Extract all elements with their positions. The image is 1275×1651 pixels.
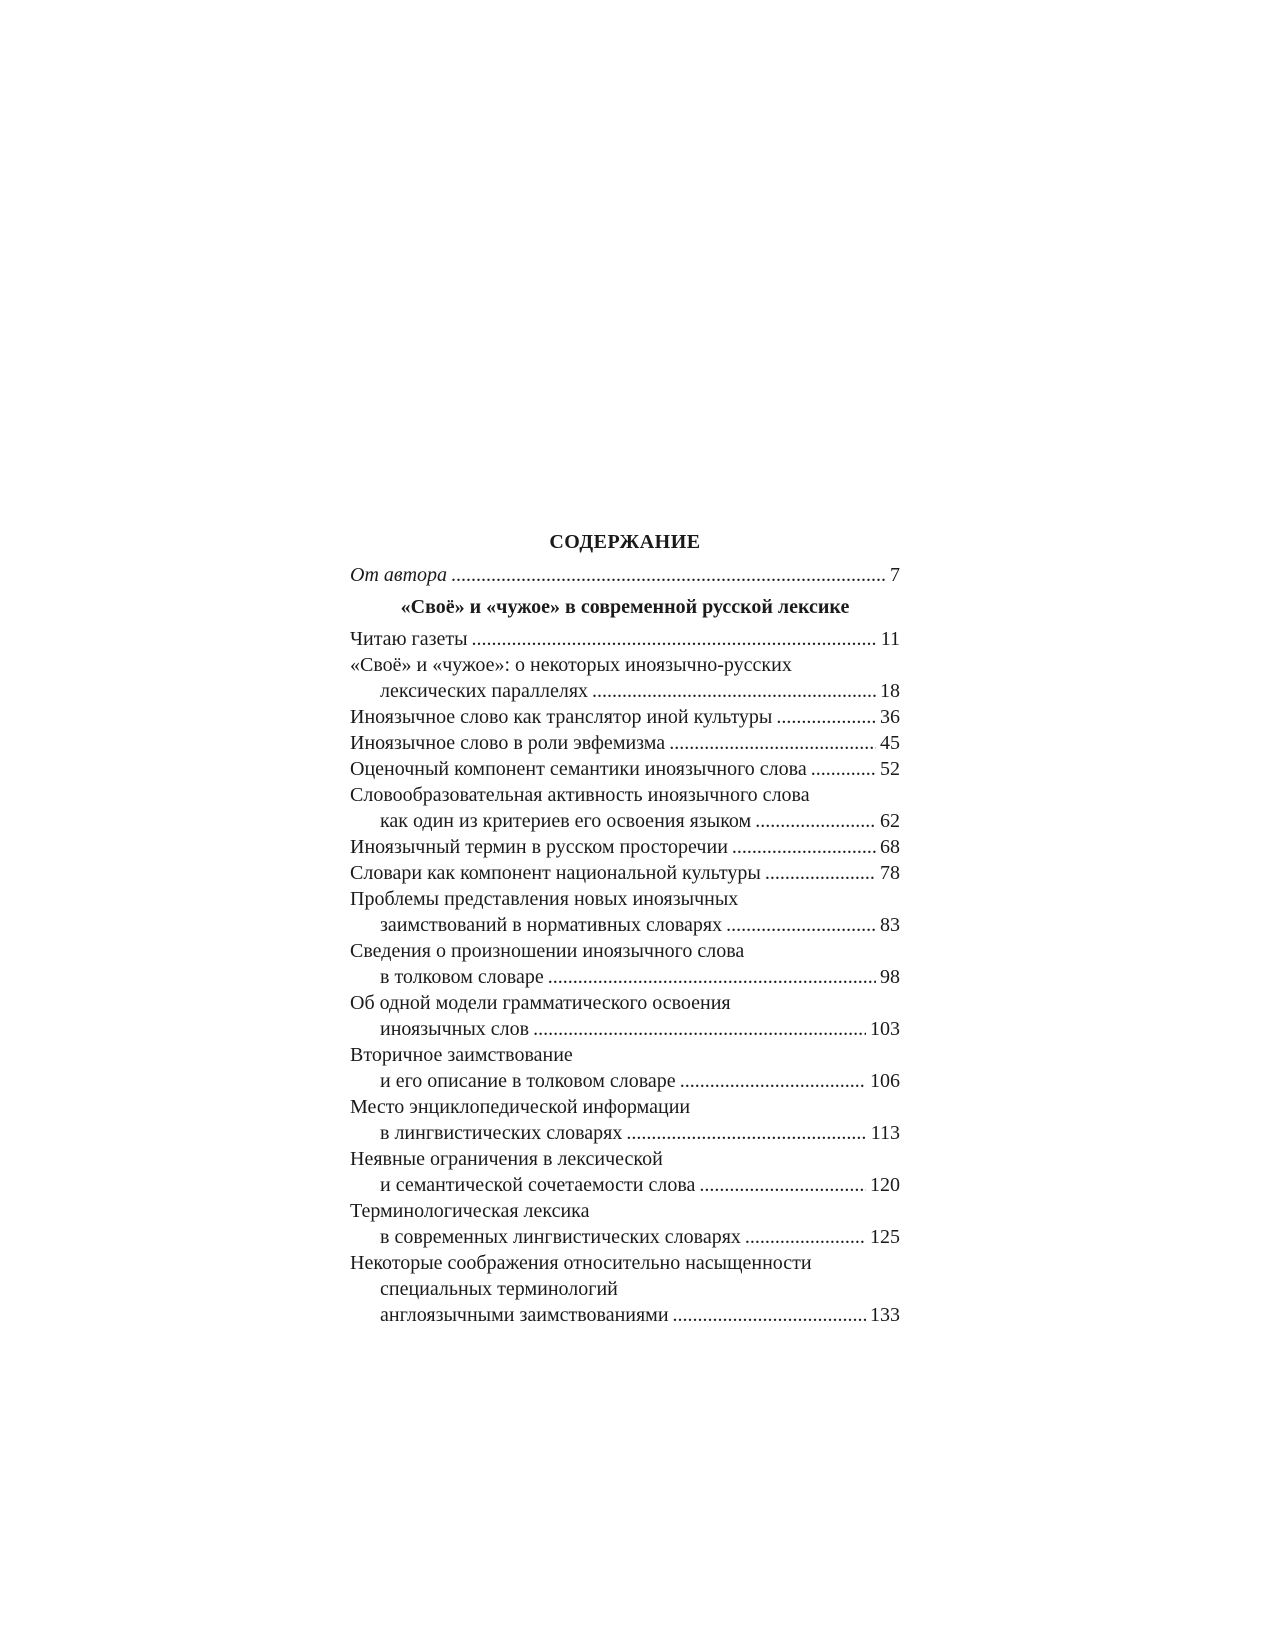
toc-title: СОДЕРЖАНИЕ [549,531,701,553]
toc-entry [350,860,900,886]
toc-entry-line: Об одной модели грамматического освоения [350,992,731,1014]
toc-page-number: 106 [870,1070,900,1092]
leader-dots [451,562,886,588]
toc-page-number: 68 [880,836,900,858]
leader-dots [673,1302,866,1328]
toc-entry-line: Неявные ограничения в лексической [350,1148,663,1170]
toc-entries [350,626,900,1328]
toc-page-number: 113 [870,1122,900,1144]
toc-entry [350,1146,900,1198]
toc-entry-line: как один из критериев его освоения языком [380,810,752,832]
leader-dots [732,834,876,860]
toc-entry-line: Словообразовательная активность иноязычного слова [350,784,810,806]
toc-entry-line: Терминологическая лексика [350,1200,590,1222]
toc-entry-line: и его описание в толковом словаре [380,1070,676,1092]
toc-page-number: 98 [880,966,900,988]
toc-page-number: 18 [880,680,900,702]
toc-entry-line: в лингвистических словарях [380,1122,623,1144]
toc-entry-line: Сведения о произношении иноязычного слова [350,940,745,962]
toc-entry-line: Некоторые соображения относительно насыщенности [350,1252,812,1274]
toc-page-number: 120 [870,1174,900,1196]
toc-page-number: 62 [880,810,900,832]
toc-entry [350,1094,900,1146]
toc-entry [350,756,900,782]
toc-entry [350,730,900,756]
toc-page-number: 83 [880,914,900,936]
toc-page-number: 125 [870,1226,900,1248]
toc-entry-line: заимствований в нормативных словарях [380,914,723,936]
toc-entry-line: Вторичное заимствование [350,1044,573,1066]
toc-entry-line: в современных лингвистических словарях [380,1226,741,1248]
toc-entry [350,834,900,860]
toc-entry [350,782,900,834]
toc-entry-line: Читаю газеты [350,628,468,650]
toc-entry-line: Словари как компонент национальной культуры [350,862,761,884]
leader-dots [626,1120,866,1146]
toc-entry [350,1250,900,1328]
toc-entry-line: иноязычных слов [380,1018,530,1040]
toc-entry [350,990,900,1042]
toc-page-number: 133 [870,1304,900,1326]
toc-entry-preface [350,562,900,588]
toc-page-number: 45 [880,732,900,754]
leader-dots [699,1172,866,1198]
toc-entry-line: «Своё» и «чужое»: о некоторых иноязычно-русских [350,654,792,676]
toc-entry-line: специальных терминологий [380,1278,618,1300]
toc-page-number: 52 [880,758,900,780]
toc-entry [350,1042,900,1094]
toc-page-number: 11 [880,628,900,650]
toc-entry-line: англоязычными заимствованиями [380,1304,669,1326]
leader-dots [548,964,876,990]
toc-entry [350,652,900,704]
section-heading: «Своё» и «чужое» в современной русской лексике [400,596,850,618]
toc-page-number: 78 [880,862,900,884]
leader-dots [811,756,876,782]
toc-entry-line: Проблемы представления новых иноязычных [350,888,739,910]
toc-entry-line: Оценочный компонент семантики иноязычного слова [350,758,807,780]
leader-dots [726,912,876,938]
leader-dots [669,730,876,756]
toc-entry-line: Иноязычное слово в роли эвфемизма [350,732,666,754]
toc-entry [350,704,900,730]
leader-dots [592,678,876,704]
leader-dots [776,704,876,730]
table-of-contents [350,530,900,1328]
leader-dots [680,1068,866,1094]
toc-entry-line: лексических параллелях [380,680,589,702]
leader-dots [755,808,876,834]
leader-dots [533,1016,866,1042]
toc-page-number: 103 [870,1018,900,1040]
toc-entry [350,626,900,652]
toc-entry [350,886,900,938]
toc-entry [350,1198,900,1250]
leader-dots [745,1224,866,1250]
toc-entry-label: От автора [350,564,448,586]
toc-entry [350,938,900,990]
leader-dots [472,626,877,652]
toc-entry-line: и семантической сочетаемости слова [380,1174,696,1196]
toc-entry-line: Иноязычный термин в русском просторечии [350,836,728,858]
toc-entry-line: в толковом словаре [380,966,544,988]
leader-dots [765,860,876,886]
toc-page-number: 7 [890,564,900,586]
toc-entry-line: Место энциклопедической информации [350,1096,691,1118]
toc-page-number: 36 [880,706,900,728]
toc-entry-line: Иноязычное слово как транслятор иной культуры [350,706,773,728]
